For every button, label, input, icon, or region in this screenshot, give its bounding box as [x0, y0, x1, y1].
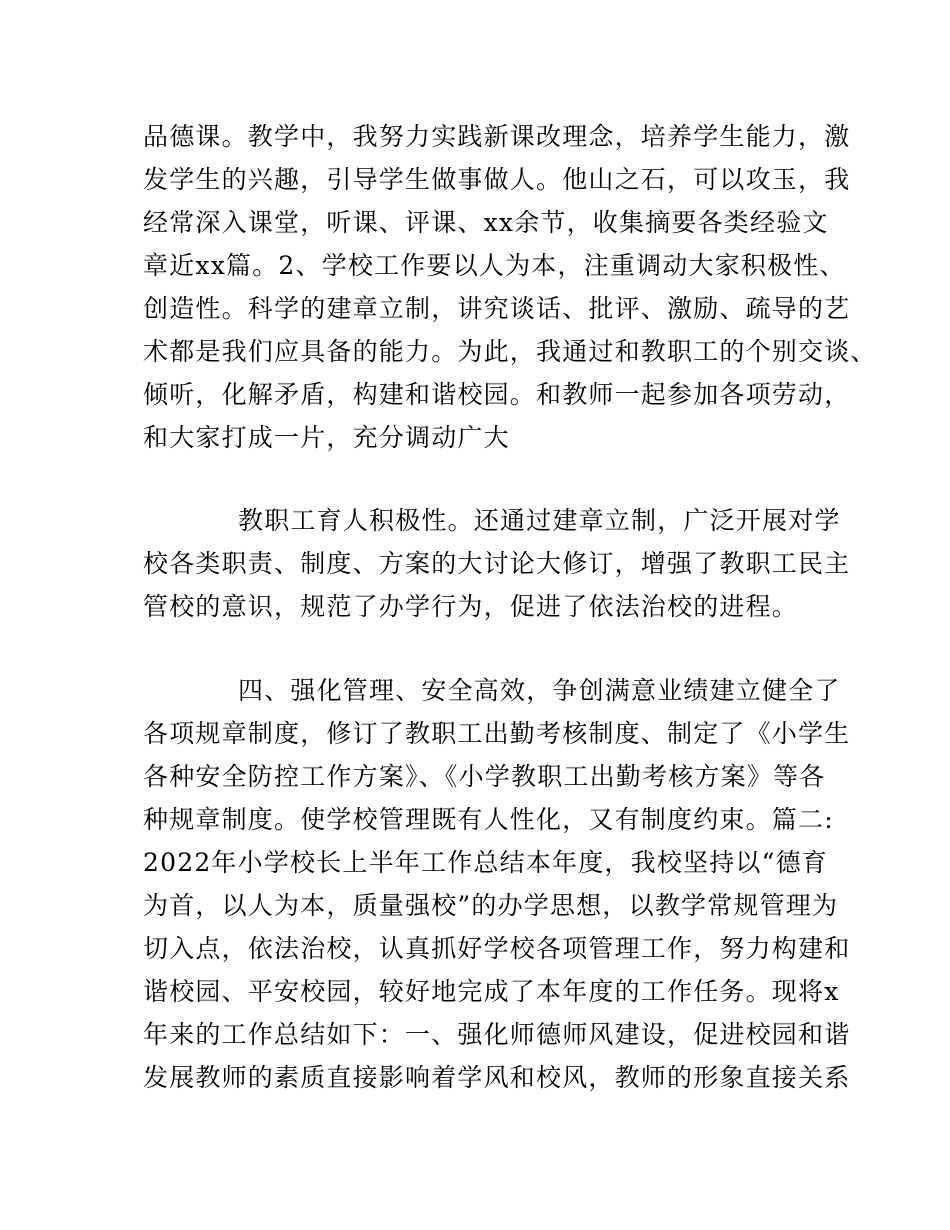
text-line: 谐校园、平安校园，较好地完成了本年度的工作任务。现将x — [143, 977, 840, 1006]
text-line: 切入点，依法治校，认真抓好学校各项管理工作，努力构建和 — [143, 934, 851, 963]
text-line: 创造性。科学的建章立制，讲究谈话、批评、激励、疏导的艺 — [143, 294, 851, 323]
text-line: 各种安全防控工作方案》、《小学教职工出勤考核方案》等各 — [143, 762, 826, 791]
paragraph-first-line: 教职工育人积极性。还通过建章立制，广泛开展对学 — [238, 506, 841, 535]
text-line: 章近xx篇。2、学校工作要以人为本，注重调动大家积极性、 — [143, 251, 846, 280]
text-line: 校各类职责、制度、方案的大讨论大修订，增强了教职工民主 — [143, 549, 851, 578]
text-line: 术都是我们应具备的能力。为此，我通过和教职工的个别交谈、 — [143, 337, 877, 366]
text-line: 2022年小学校长上半年工作总结本年度，我校坚持以“德育 — [143, 848, 829, 877]
text-line: 经常深入课堂，听课、评课、xx余节，收集摘要各类经验文 — [143, 208, 829, 237]
text-line: 种规章制度。使学校管理既有人性化，又有制度约束。篇二: — [143, 805, 834, 834]
text-line: 管校的意识，规范了办学行为，促进了依法治校的进程。 — [143, 592, 799, 621]
text-line: 年来的工作总结如下：一、强化师德师风建设，促进校园和谐 — [143, 1020, 851, 1049]
text-line: 发学生的兴趣，引导学生做事做人。他山之石，可以攻玉，我 — [143, 165, 851, 194]
text-line: 为首，以人为本，质量强校”的办学思想，以教学常规管理为 — [143, 891, 839, 920]
paragraph-first-line: 四、强化管理、安全高效，争创满意业绩建立健全了 — [238, 676, 841, 705]
text-line: 发展教师的素质直接影响着学风和校风，教师的形象直接关系 — [143, 1063, 851, 1092]
text-line: 品德课。教学中，我努力实践新课改理念，培养学生能力，激 — [143, 122, 851, 151]
text-line: 倾听，化解矛盾，构建和谐校园。和教师一起参加各项劳动， — [143, 380, 851, 409]
text-line: 和大家打成一片，充分调动广大 — [143, 423, 510, 452]
text-line: 各项规章制度，修订了教职工出勤考核制度、制定了《小学生 — [143, 719, 851, 748]
